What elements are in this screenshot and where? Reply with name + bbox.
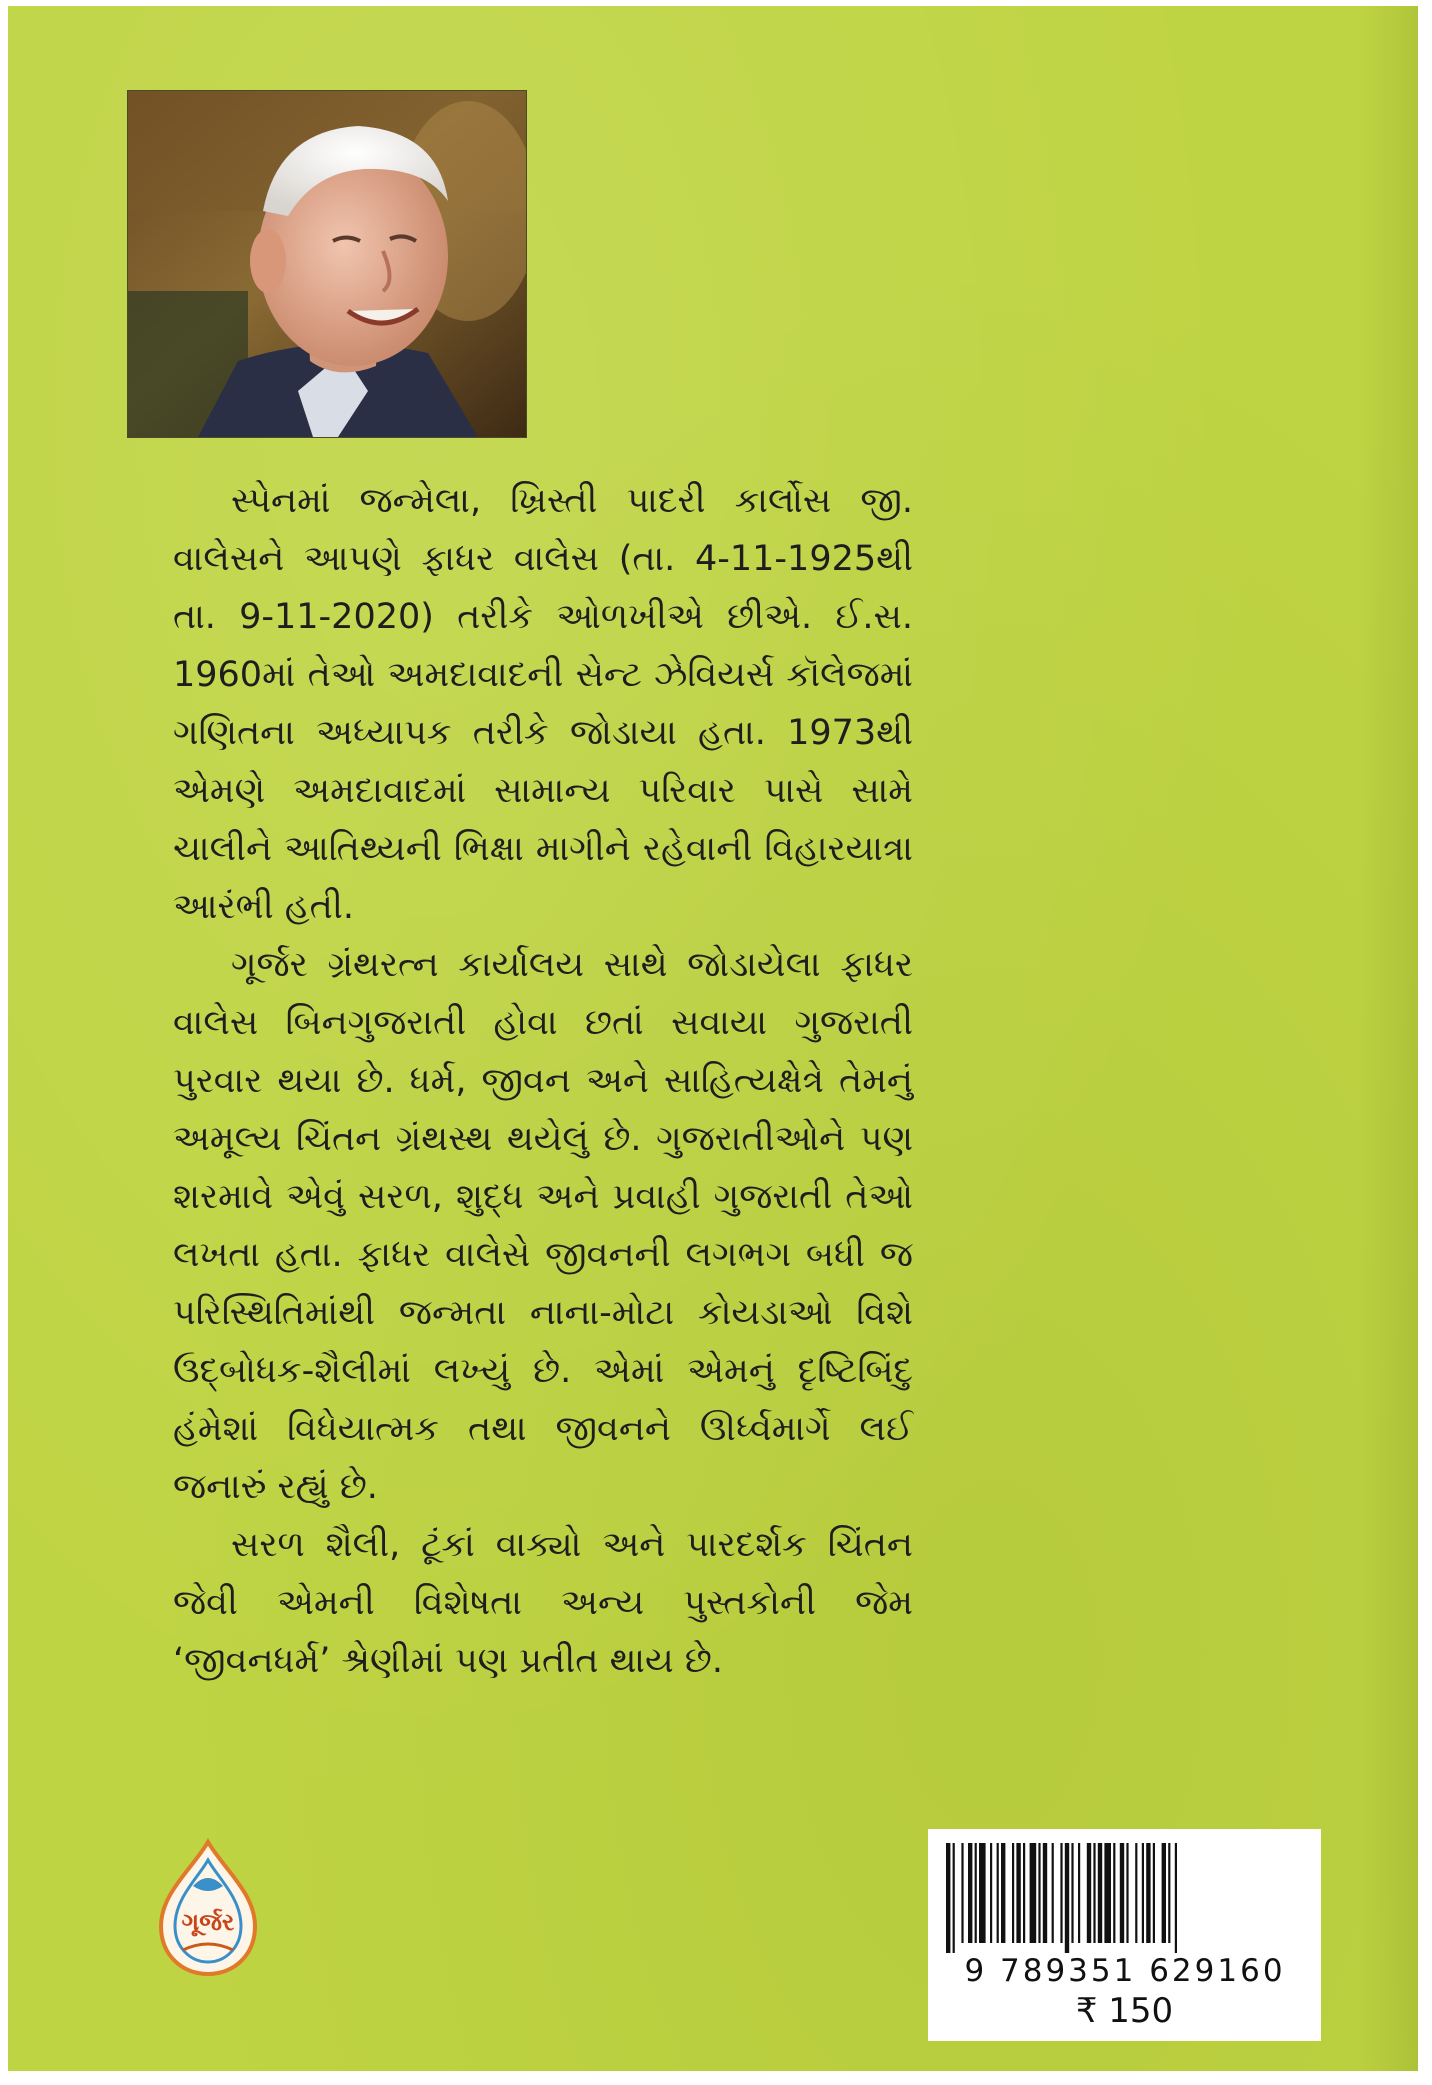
barcode-bar xyxy=(990,1843,992,1943)
barcode-bar xyxy=(1052,1843,1054,1943)
blurb-paragraph-2: ગૂર્જર ગ્રંથરત્ન કાર્યાલય સાથે જોડાયેલા ફાધર વાલેસ બિનગુજરાતી હોવા છતાં સવાયા ગુજરાતી પુરવાર થયા છે. ધર્મ, જીવન અને સાહિત્યક્ષેત્રે તેમનું અમૂલ્ય ચિંતન ગ્રંથસ્થ થયેલું છે. ગુજરાતીઓને પણ શરમાવે એવું સરળ, શુદ્ધ અને પ્રવાહી ગુજરાતી તેઓ લખતા હતા. ફાધર વાલેસે જીવનની લગભગ બધી જ પરિસ્થિતિમાંથી જન્મતા નાના-મોટા કોયડાઓ વિશે ઉદ્બોધક-શૈલીમાં લખ્યું છે. એમાં એમનું દૃષ્ટિબિંદુ હંમેશાં વિધેયાત્મક તથા જીવનને ઊર્ધ્વમાર્ગે લઈ જનારું રહ્યું છે. xyxy=(173,945,913,1507)
barcode-bar xyxy=(1043,1843,1047,1943)
barcode-bar xyxy=(1071,1843,1073,1943)
barcode-bar xyxy=(1104,1843,1111,1943)
gurjar-publisher-logo xyxy=(153,1838,263,1978)
barcode-bar xyxy=(1078,1843,1080,1943)
barcode-bar xyxy=(1001,1843,1005,1943)
barcode-bar xyxy=(1038,1843,1040,1943)
barcode-bar xyxy=(1135,1843,1137,1943)
barcode-bar xyxy=(1060,1843,1062,1943)
dot-sunburst-pattern xyxy=(1088,6,1418,1206)
back-cover xyxy=(8,6,1418,2071)
author-photo xyxy=(127,90,527,438)
barcode-bar xyxy=(1098,1843,1102,1943)
barcode-bar xyxy=(1162,1843,1166,1943)
barcode-bar xyxy=(1175,1843,1177,1953)
barcode-bar xyxy=(1126,1843,1128,1943)
barcode-bar xyxy=(1153,1843,1155,1943)
barcode-bar xyxy=(997,1843,999,1943)
barcode-bar xyxy=(1168,1843,1170,1943)
barcode-bar xyxy=(1146,1843,1150,1943)
logo-text: ગૂર્જર xyxy=(181,1908,235,1936)
blurb-paragraph-1: સ્પેનમાં જન્મેલા, ખ્રિસ્તી પાદરી કાર્લોસ જી. વાલેસને આપણે ફાધર વાલેસ (તા. 4-11-1925થી તા. 9-11-2020) તરીકે ઓળખીએ છીએ. ઈ.સ. 1960માં તેઓ અમદાવાદની સેન્ટ ઝેવિયર્સ કૉલેજમાં ગણિતના અધ્યાપક તરીકે જોડાયા હતા. 1973થી એમણે અમદાવાદમાં સામાન્ય પરિવાર પાસે સામે ચાલીને આતિથ્યની ભિક્ષા માગીને રહેવાની વિહારયાત્રા આરંભી હતી. xyxy=(173,481,913,927)
price-label: ₹ 150 xyxy=(1075,1991,1174,2031)
barcode-bar xyxy=(1142,1843,1144,1943)
barcode-bar xyxy=(1016,1843,1020,1943)
barcode-bar xyxy=(953,1843,955,1953)
barcode-bar xyxy=(1120,1843,1124,1943)
barcode-bar xyxy=(1023,1843,1025,1943)
isbn-digits: 9 789351 629160 xyxy=(964,1953,1286,1989)
barcode-bar xyxy=(1030,1843,1037,1943)
barcode-bar xyxy=(979,1843,986,1943)
barcode-bar xyxy=(1012,1843,1014,1943)
barcode-bar xyxy=(946,1843,950,1953)
barcode xyxy=(942,1843,1308,1953)
barcode-bar xyxy=(1113,1843,1115,1943)
barcode-bar xyxy=(968,1843,972,1943)
blurb-paragraph-3: સરળ શૈલી, ટૂંકાં વાક્યો અને પારદર્શક ચિંતન જેવી એમની વિશેષતા અન્ય પુસ્તકોની જેમ ‘જીવનધર્મ’ શ્રેણીમાં પણ પ્રતીત થાય છે. xyxy=(173,1525,913,1681)
barcode-bar xyxy=(975,1843,977,1943)
barcode-bar xyxy=(1093,1843,1095,1943)
barcode-box xyxy=(928,1829,1321,2041)
barcode-bar xyxy=(1087,1843,1091,1943)
blurb-text xyxy=(173,472,913,1690)
barcode-bar xyxy=(1065,1843,1069,1953)
barcode-bar xyxy=(961,1843,963,1943)
